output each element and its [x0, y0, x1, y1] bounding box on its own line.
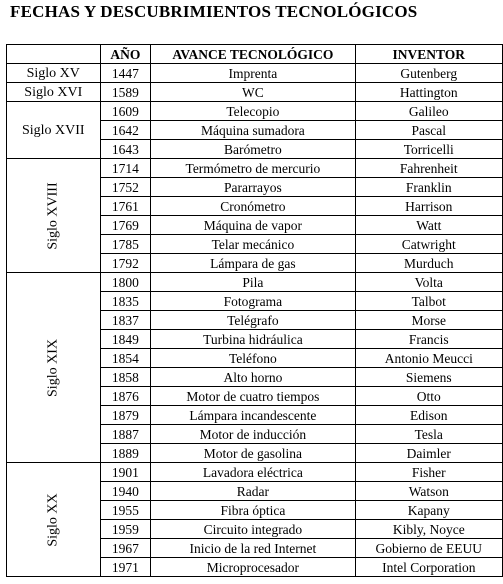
- table-row: [7, 83, 503, 102]
- advance-cell: Máquina de vapor: [151, 216, 355, 235]
- inventor-cell: Watson: [355, 482, 502, 501]
- year-cell: 1769: [100, 216, 151, 235]
- header-advance: AVANCE TECNOLÓGICO: [151, 45, 355, 64]
- inventor-cell: Talbot: [355, 292, 502, 311]
- year-cell: 1800: [100, 273, 151, 292]
- year-cell: 1589: [100, 83, 151, 102]
- inventor-cell: Watt: [355, 216, 502, 235]
- year-cell: 1971: [100, 558, 151, 577]
- year-cell: 1876: [100, 387, 151, 406]
- inventor-cell: Gobierno de EEUU: [355, 539, 502, 558]
- inventor-cell: Kibly, Noyce: [355, 520, 502, 539]
- inventor-cell: Franklin: [355, 178, 502, 197]
- inventor-cell: Otto: [355, 387, 502, 406]
- header-year: AÑO: [100, 45, 151, 64]
- year-cell: 1643: [100, 140, 151, 159]
- year-cell: 1889: [100, 444, 151, 463]
- century-cell: [7, 273, 101, 463]
- inventor-cell: Murduch: [355, 254, 502, 273]
- inventor-cell: Tesla: [355, 425, 502, 444]
- year-cell: 1955: [100, 501, 151, 520]
- header-row: [7, 45, 503, 64]
- year-cell: 1849: [100, 330, 151, 349]
- advance-cell: Máquina sumadora: [151, 121, 355, 140]
- inventor-cell: Siemens: [355, 368, 502, 387]
- table-body: [7, 64, 503, 577]
- advance-cell: Motor de inducción: [151, 425, 355, 444]
- year-cell: 1858: [100, 368, 151, 387]
- year-cell: 1940: [100, 482, 151, 501]
- table-row: [7, 64, 503, 83]
- advance-cell: Pararrayos: [151, 178, 355, 197]
- inventor-cell: Francis: [355, 330, 502, 349]
- year-cell: 1835: [100, 292, 151, 311]
- year-cell: 1967: [100, 539, 151, 558]
- inventor-cell: Volta: [355, 273, 502, 292]
- century-cell: Siglo XVI: [7, 83, 101, 102]
- year-cell: 1887: [100, 425, 151, 444]
- century-cell: Siglo XV: [7, 64, 101, 83]
- inventor-cell: Antonio Meucci: [355, 349, 502, 368]
- inventor-cell: Daimler: [355, 444, 502, 463]
- inventor-cell: Torricelli: [355, 140, 502, 159]
- advance-cell: Fibra óptica: [151, 501, 355, 520]
- inventor-cell: Intel Corporation: [355, 558, 502, 577]
- year-cell: 1879: [100, 406, 151, 425]
- advance-cell: Barómetro: [151, 140, 355, 159]
- table-row: [7, 159, 503, 178]
- inventor-cell: Fisher: [355, 463, 502, 482]
- advance-cell: Telecopio: [151, 102, 355, 121]
- inventor-cell: Fahrenheit: [355, 159, 502, 178]
- inventor-cell: Gutenberg: [355, 64, 502, 83]
- century-label: Siglo XIX: [45, 338, 61, 397]
- advance-cell: Motor de cuatro tiempos: [151, 387, 355, 406]
- century-label: Siglo XX: [45, 492, 61, 547]
- advance-cell: Fotograma: [151, 292, 355, 311]
- year-cell: 1837: [100, 311, 151, 330]
- inventor-cell: Pascal: [355, 121, 502, 140]
- inventor-cell: Edison: [355, 406, 502, 425]
- advance-cell: Microprocesador: [151, 558, 355, 577]
- inventor-cell: Kapany: [355, 501, 502, 520]
- advance-cell: Telégrafo: [151, 311, 355, 330]
- year-cell: 1642: [100, 121, 151, 140]
- advance-cell: Lavadora eléctrica: [151, 463, 355, 482]
- year-cell: 1714: [100, 159, 151, 178]
- century-cell: [7, 463, 101, 577]
- inventor-cell: Catwright: [355, 235, 502, 254]
- inventor-cell: Hattington: [355, 83, 502, 102]
- year-cell: 1785: [100, 235, 151, 254]
- year-cell: 1901: [100, 463, 151, 482]
- advance-cell: Turbina hidráulica: [151, 330, 355, 349]
- advance-cell: Cronómetro: [151, 197, 355, 216]
- header-century: [7, 45, 101, 64]
- inventions-table: [6, 44, 503, 577]
- table-row: [7, 102, 503, 121]
- table-row: [7, 273, 503, 292]
- advance-cell: Motor de gasolina: [151, 444, 355, 463]
- year-cell: 1609: [100, 102, 151, 121]
- table-row: [7, 463, 503, 482]
- inventor-cell: Harrison: [355, 197, 502, 216]
- document-title: FECHAS Y DESCUBRIMIENTOS TECNOLÓGICOS: [10, 2, 418, 21]
- advance-cell: Circuito integrado: [151, 520, 355, 539]
- century-label: Siglo XVIII: [45, 181, 61, 250]
- year-cell: 1792: [100, 254, 151, 273]
- advance-cell: Lámpara de gas: [151, 254, 355, 273]
- century-cell: [7, 159, 101, 273]
- year-cell: 1959: [100, 520, 151, 539]
- advance-cell: Pila: [151, 273, 355, 292]
- advance-cell: Teléfono: [151, 349, 355, 368]
- year-cell: 1854: [100, 349, 151, 368]
- year-cell: 1761: [100, 197, 151, 216]
- advance-cell: WC: [151, 83, 355, 102]
- advance-cell: Termómetro de mercurio: [151, 159, 355, 178]
- advance-cell: Imprenta: [151, 64, 355, 83]
- advance-cell: Telar mecánico: [151, 235, 355, 254]
- century-cell: Siglo XVII: [7, 102, 101, 159]
- advance-cell: Lámpara incandescente: [151, 406, 355, 425]
- advance-cell: Inicio de la red Internet: [151, 539, 355, 558]
- header-inventor: INVENTOR: [355, 45, 502, 64]
- inventor-cell: Morse: [355, 311, 502, 330]
- year-cell: 1752: [100, 178, 151, 197]
- inventor-cell: Galileo: [355, 102, 502, 121]
- advance-cell: Radar: [151, 482, 355, 501]
- year-cell: 1447: [100, 64, 151, 83]
- advance-cell: Alto horno: [151, 368, 355, 387]
